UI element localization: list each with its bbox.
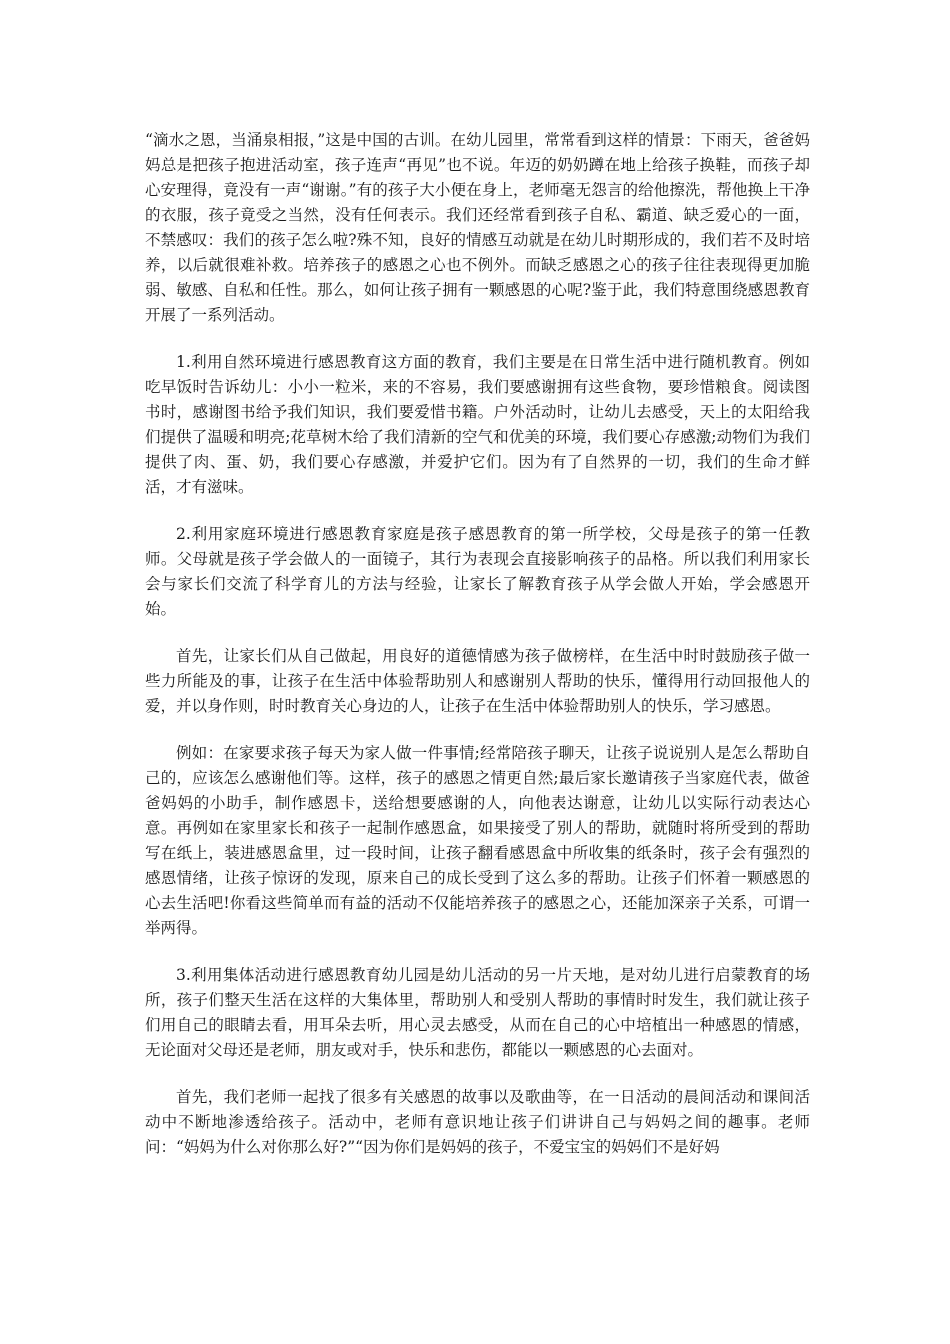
document-page [145,128,810,1182]
paragraph-group-activities: 3.利用集体活动进行感恩教育幼儿园是幼儿活动的另一片天地，是对幼儿进行启蒙教育的场所，孩子们整天生活在这样的大集体里，帮助别人和受别人帮助的事情时时发生，我们就让孩子们用自己的眼睛去看，用耳朵去听，用心灵去感受，从而在自己的心中培植出一种感恩的情感，无论面对父母还是老师，朋友或对手，快乐和悲伤，都能以一颗感恩的心去面对。 [145,966,810,1059]
paragraph-family-education: 2.利用家庭环境进行感恩教育家庭是孩子感恩教育的第一所学校，父母是孩子的第一任教师。父母就是孩子学会做人的一面镜子，其行为表现会直接影响孩子的品格。所以我们利用家长会与家长们交流了科学育儿的方法与经验，让家长了解教育孩子从学会做人开始，学会感恩开始。 [145,525,810,618]
paragraph-home-examples: 例如：在家要求孩子每天为家人做一件事情;经常陪孩子聊天，让孩子说说别人是怎么帮助自己的，应该怎么感谢他们等。这样，孩子的感恩之情更自然;最后家长邀请孩子当家庭代表，做爸爸妈妈的小助手，制作感恩卡，送给想要感谢的人，向他表达谢意，让幼儿以实际行动表达心意。再例如在家里家长和孩子一起制作感恩盒，如果接受了别人的帮助，就随时将所受到的帮助写在纸上，装进感恩盒里，过一段时间，让孩子翻看感恩盒中所收集的纸条时，孩子会有强烈的感恩情绪，让孩子惊讶的发现，原来自己的成长受到了这么多的帮助。让孩子们怀着一颗感恩的心去生活吧!你看这些简单而有益的活动不仅能培养孩子的感恩之心，还能加深亲子关系，可谓一举两得。 [145,744,810,937]
paragraph-parents-example: 首先，让家长们从自己做起，用良好的道德情感为孩子做榜样，在生活中时时鼓励孩子做一些力所能及的事，让孩子在生活中体验帮助别人和感谢别人帮助的快乐，懂得用行动回报他人的爱，并以身作则，时时教育关心身边的人，让孩子在生活中体验帮助别人的快乐，学习感恩。 [145,647,810,715]
paragraph-intro: “滴水之恩，当涌泉相报，”这是中国的古训。在幼儿园里，常常看到这样的情景：下雨天，爸爸妈妈总是把孩子抱进活动室，孩子连声“再见”也不说。年迈的奶奶蹲在地上给孩子换鞋，而孩子却心安理得，竟没有一声“谢谢。”有的孩子大小便在身上，老师毫无怨言的给他擦洗，帮他换上干净的衣服，孩子竟受之当然，没有任何表示。我们还经常看到孩子自私、霸道、缺乏爱心的一面，不禁感叹：我们的孩子怎么啦?殊不知，良好的情感互动就是在幼儿时期形成的，我们若不及时培养，以后就很难补救。培养孩子的感恩之心也不例外。而缺乏感恩之心的孩子往往表现得更加脆弱、敏感、自私和任性。那么，如何让孩子拥有一颗感恩的心呢?鉴于此，我们特意围绕感恩教育开展了一系列活动。 [145,131,810,324]
paragraph-teacher-stories: 首先，我们老师一起找了很多有关感恩的故事以及歌曲等，在一日活动的晨间活动和课间活动中不断地渗透给孩子。活动中，老师有意识地让孩子们讲讲自己与妈妈之间的趣事。老师问：“妈妈为什么对你那么好?”“因为你们是妈妈的孩子，不爱宝宝的妈妈们不是好妈 [145,1088,810,1156]
paragraph-nature-education: 1.利用自然环境进行感恩教育这方面的教育，我们主要是在日常生活中进行随机教育。例如吃早饭时告诉幼儿：小小一粒米，来的不容易，我们要感谢拥有这些食物，要珍惜粮食。阅读图书时，感谢图书给予我们知识，我们要爱惜书籍。户外活动时，让幼儿去感受，天上的太阳给我们提供了温暖和明亮;花草树木给了我们清新的空气和优美的环境，我们要心存感激;动物们为我们提供了肉、蛋、奶，我们要心存感激，并爱护它们。因为有了自然界的一切，我们的生命才鲜活，才有滋味。 [145,353,810,496]
